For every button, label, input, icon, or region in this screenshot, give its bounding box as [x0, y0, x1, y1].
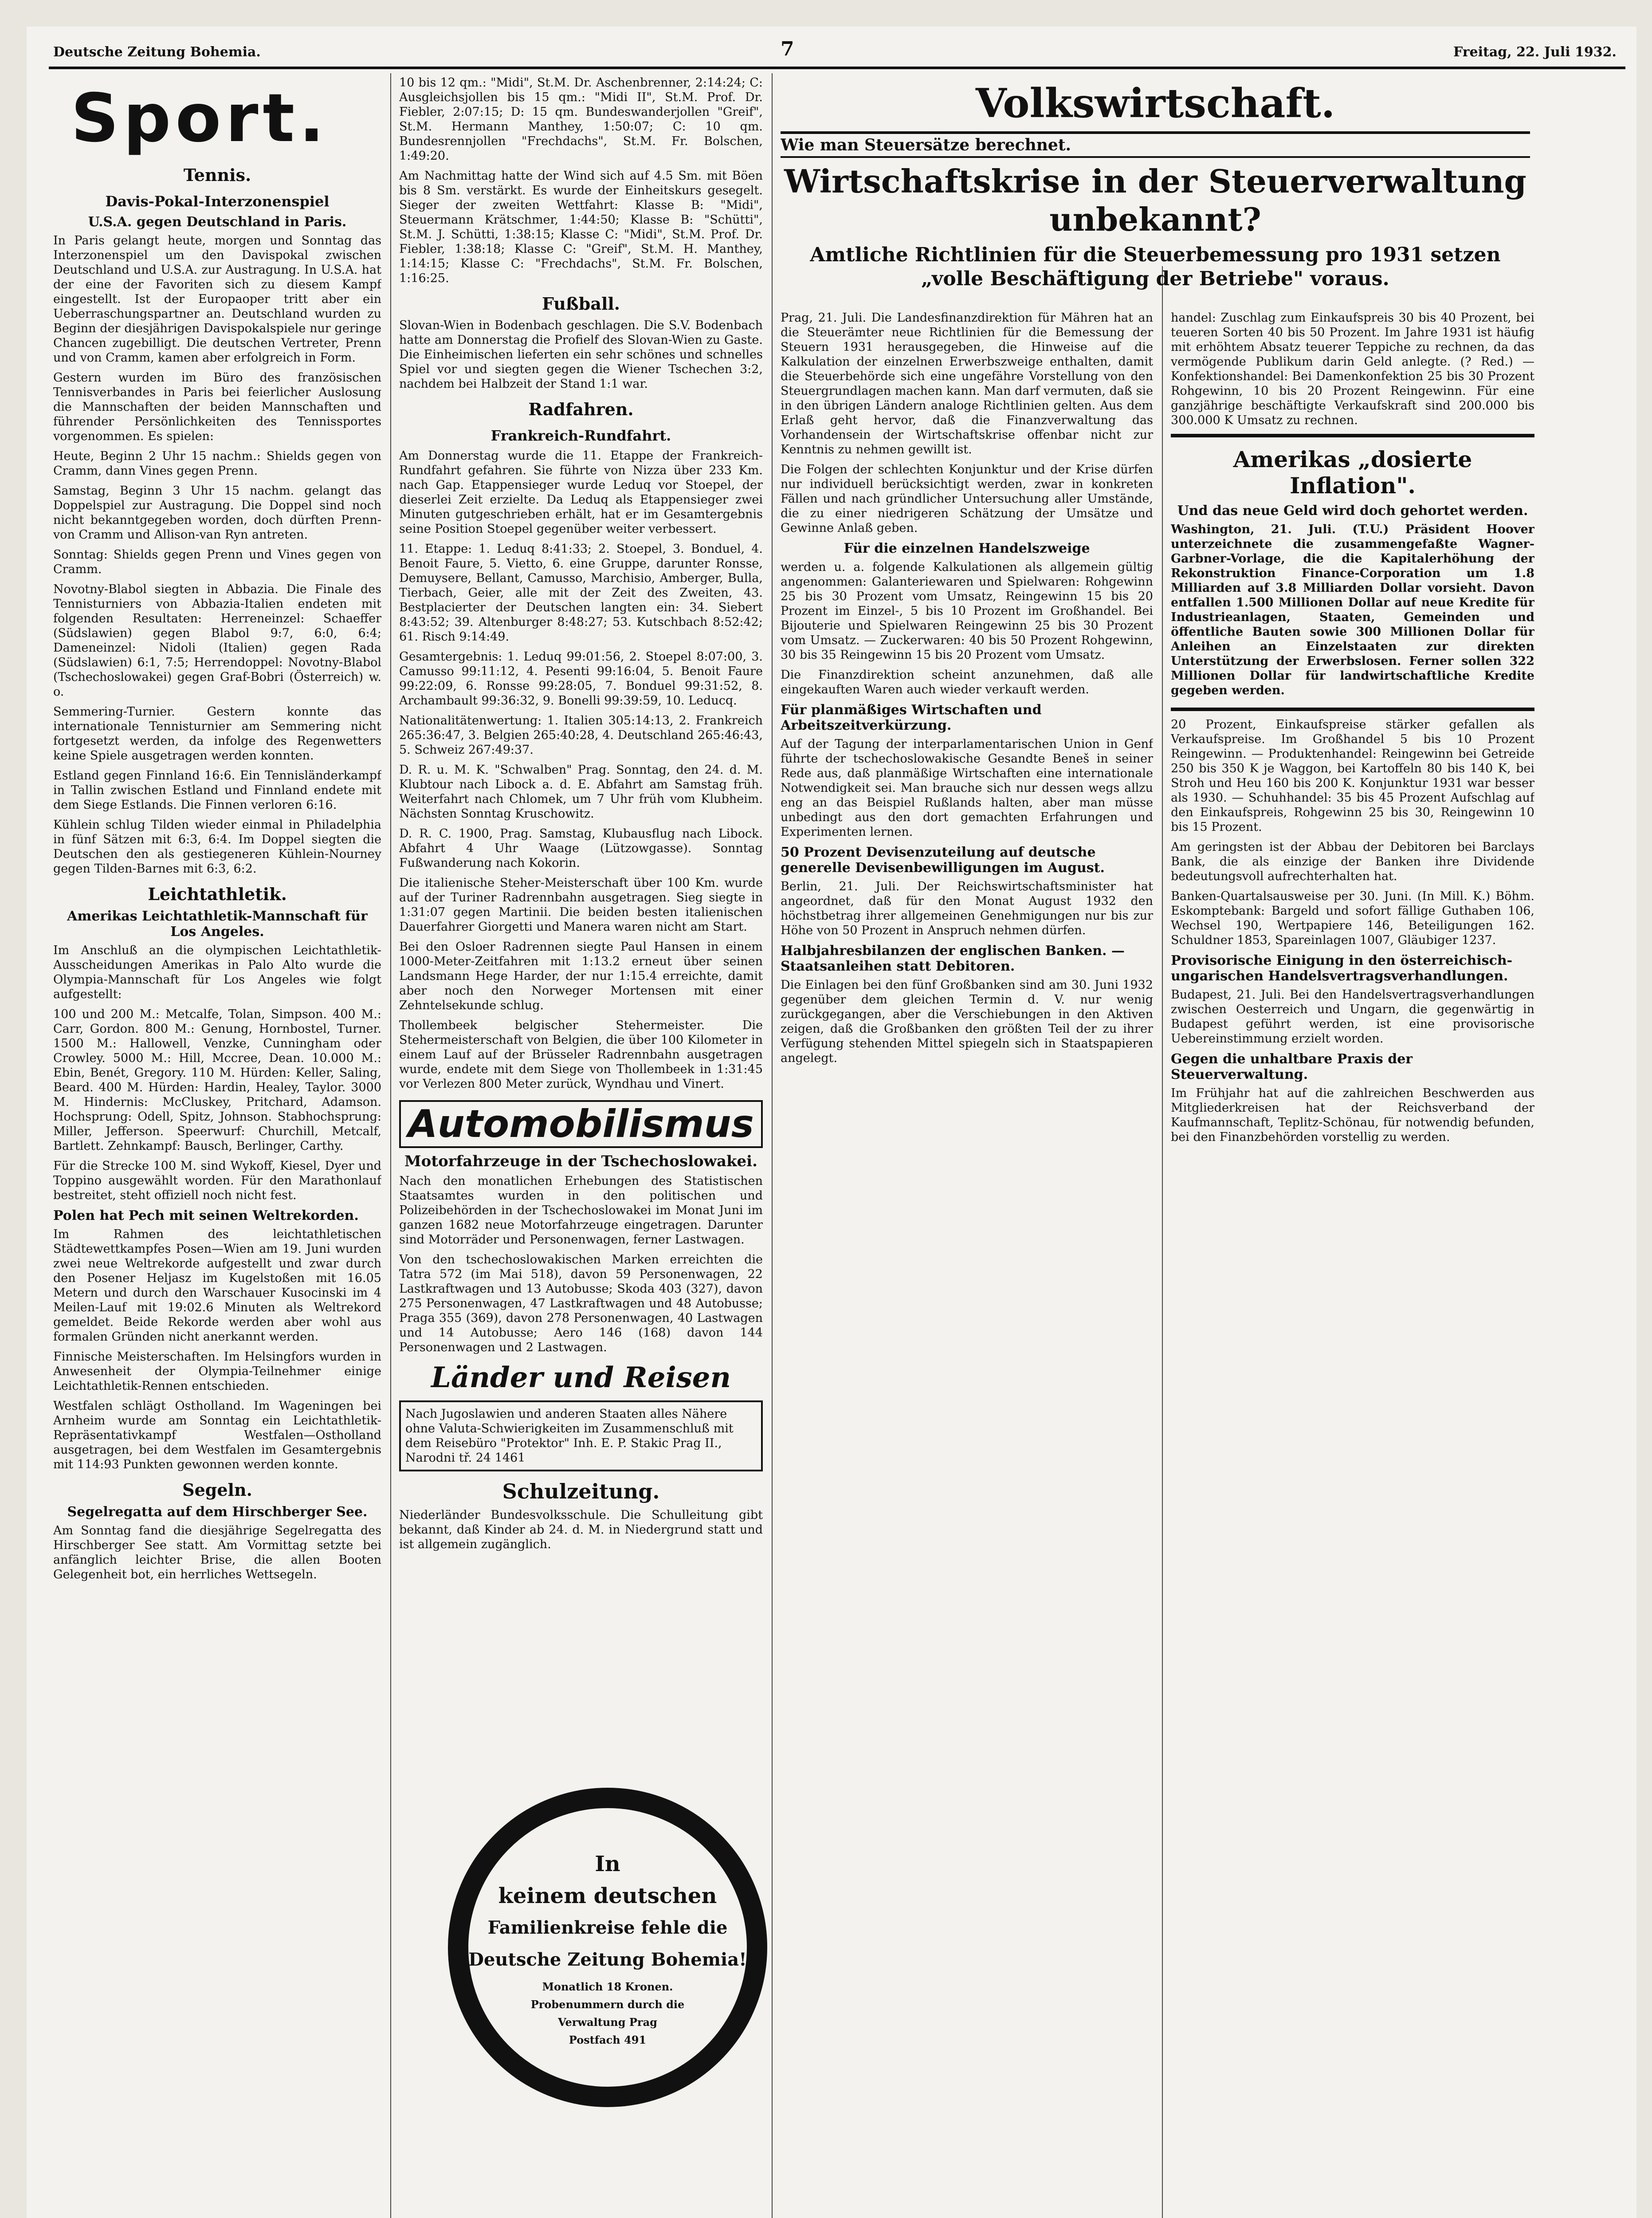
radfahren-subheading: Frankreich-Rundfahrt. [490, 427, 671, 444]
article-paragraph: Heute, Beginn 2 Uhr 15 nachm.: Shields gegen von Cramm, dann Vines gegen Prenn. [53, 449, 381, 478]
article-paragraph: Am Nachmittag hatte der Wind sich auf 4.5 Sm. mit Böen bis 8 Sm. verstärkt. Es wurde der Einheitskurs gesegelt. Sieger der zweiten Wettfahrt: Klasse B: "Midi", Steuermann Krätschmer, 1:44:50; Klasse B: "Schütti", St.M. J. Schütti, 1:38:15; Klasse C: "Midi", St.M. Prof. Dr. Fiebler, 1:38:18; Klasse C: "Greif", St.M. H. Manthey, 1:14:15; Klasse C: "Frechdachs", St.M. Fr. Bolschen, 1:16:25. [399, 169, 763, 285]
column-divider [390, 73, 391, 2218]
economy-column-2 [1171, 311, 1534, 2218]
article-paragraph: D. R. C. 1900, Prag. Samstag, Klubausflug nach Libock. Abfahrt 4 Uhr Waage (Lützowgasse). Sonntag Fußwanderung nach Kokorin. [399, 827, 763, 870]
article-paragraph: Novotny-Blabol siegten in Abbazia. Die Finale des Tennisturniers von Abbazia-Italien endeten mit folgenden Resultaten: Herreneinzel: Schaeffer (Südslawien) gegen Blabol 9:7, 6:0, 6:4; Dameneinzel: Nidoli (Italien) gegen Rada (Südslawien) 6:1, 7:5; Herrendoppel: Novotny-Blabol (Tschechoslowakei) gegen Graf-Bobri (Österreich) w. o. [53, 582, 381, 699]
subscription-advertisement [448, 1788, 767, 2107]
segeln-heading: Segeln. [182, 1480, 252, 1500]
section-heading: Provisorische Einigung in den österreichisch-ungarischen Handelsvertragsverhandlungen. [1171, 953, 1513, 984]
article-paragraph: Prag, 21. Juli. Die Landesfinanzdirektion für Mähren hat an die Steuerämter neue Richtlinien für die Bemessung der Steuern 1931 herausgegeben, die Hinweise auf die Kalkulation der einzelnen Erwerbszweige enthalten, damit die Steuerbehörde sich eine ungefähre Vorstellung von den Steuergrundlagen machen kann. Man darf vermuten, daß sie in den übrigen Ländern analoge Richtlinien gelten. Aus dem Erlaß geht hervor, daß die Finanzverwaltung das Vorhandensein der Wirtschaftskrise offenbar nicht zur Kenntnis zu nehmen gewillt ist. [781, 311, 1153, 456]
automobilismus-subheading: Motorfahrzeuge in der Tschechoslowakei. [404, 1152, 757, 1170]
article-paragraph: Auf der Tagung der interparlamentarischen Union in Genf führte der tschechoslowakische Gesandte Beneš in seiner Rede aus, daß planmäßige Wirtschaften eine internationale Notwendigkeit sei. Man brauche sich nur dessen wegs allzu eng an das Beispiel Rußlands halten, aber man müsse unbedingt aus den dort gemachten Erfahrungen und Experimenten lernen. [781, 737, 1153, 839]
sport-column [53, 75, 381, 2218]
article-paragraph: 11. Etappe: 1. Leduq 8:41:33; 2. Stoepel, 3. Bonduel, 4. Benoit Faure, 5. Vietto, 6. eine Gruppe, darunter Ronsse, Demuysere, Bellant, Camusso, Marchisio, Amberger, Bulla, Tierbach, Geier, alle mit der Zeit des Zweiten, 43. Bestplacierter der Deutschen langten ein: 34. Siebert 8:43:52; 39. Altenburger 8:48:27; 53. Kutschbach 8:52:42; 61. Risch 9:14:49. [399, 542, 763, 644]
masthead-date: Freitag, 22. Juli 1932. [1453, 44, 1617, 60]
article-paragraph: Die Finanzdirektion scheint anzunehmen, daß alle eingekauften Waren auch wieder verkauft werden. [781, 668, 1153, 696]
seal-line: keinem deutschen [498, 1884, 717, 1908]
travel-advertisement: Nach Jugoslawien und anderen Staaten alles Nähere ohne Valuta-Schwierigkeiten im Zusammenschluß mit dem Reisebüro "Protektor" Inh. E. P. Stakic Prag II., Narodni tř. 24 1461 [399, 1400, 763, 1471]
section-heading: Halbjahresbilanzen der englischen Banken. — Staatsanleihen statt Debitoren. [781, 943, 1125, 974]
article-paragraph: Samstag, Beginn 3 Uhr 15 nachm. gelangt das Doppelspiel zur Austragung. Die Doppel sind noch nicht bekanntgegeben worden, doch dürften Prenn-von Cramm und Allison-van Ryn antreten. [53, 484, 381, 542]
radfahren-heading: Radfahren. [528, 399, 634, 419]
fussball-heading: Fußball. [542, 294, 620, 314]
page-number: 7 [781, 38, 794, 60]
article-paragraph: Nach den monatlichen Erhebungen des Statistischen Staatsamtes wurden in den politischen und Polizeibehörden in der Tschechoslowakei im Monat Juni im ganzen 1682 neue Motorfahrzeuge eingetragen. Darunter sind Motorräder und Personenwagen, ferner Lastwagen. [399, 1174, 763, 1247]
section-heading: Für die einzelnen Handelszweige [844, 541, 1090, 556]
seal-line: Familienkreise fehle die [487, 1917, 728, 1938]
article-paragraph: 100 und 200 M.: Metcalfe, Tolan, Simpson. 400 M.: Carr, Gordon. 800 M.: Genung, Hornbostel, Turner. 1500 M.: Hallowell, Venzke, Cunningham oder Crowley. 5000 M.: Hill, Mccree, Dean. 10.000 M.: Ebin, Benét, Gregory. 110 M. Hürden: Keller, Saling, Beard. 400 M. Hürden: Hardin, Healey, Taylor. 3000 M. Hindernis: McCluskey, Pritchard, Adamson. Hochsprung: Odell, Spitz, Johnson. Stabhochsprung: Miller, Jefferson. Speerwurf: Churchill, Metcalf, Bartlett. Zehnkampf: Bausch, Berlinger, Carthy. [53, 1007, 381, 1153]
article-paragraph: handel: Zuschlag zum Einkaufspreis 30 bis 40 Prozent, bei teueren Sorten 40 bis 50 Prozent. Im Jahre 1931 ist häufig mit erhöhtem Absatz teuerer Teppiche zu rechnen, da das vermögende Publikum darin Geld anlegte. (? Red.) — Konfektionshandel: Bei Damenkonfektion 25 bis 30 Prozent Rohgewinn, 10 bis 20 Prozent Reingewinn. Für eine ganzjährige beschäftigte Verkaufskraft sind 200.000 bis 300.000 K Umsatz zu rechnen. [1171, 311, 1534, 427]
segeln-subheading: Segelregatta auf dem Hirschberger See. [67, 1504, 368, 1520]
schulzeitung-heading: Schulzeitung. [502, 1479, 660, 1503]
article-paragraph: Gesamtergebnis: 1. Leduq 99:01:56, 2. Stoepel 8:07:00, 3. Camusso 99:11:12, 4. Pesenti 99:16:04, 5. Benoit Faure 99:22:09, 6. Ronsse 99:28:05, 7. Bonduel 99:31:52, 8. Archambault 99:36:32, 9. Bonelli 99:39:59, 10. Leducq. [399, 650, 763, 708]
sport-column-2 [399, 75, 763, 1774]
section-heading: Gegen die unhaltbare Praxis der Steuerverwaltung. [1171, 1051, 1413, 1082]
davis-heading: Davis-Pokal-Interzonenspiel [105, 193, 330, 210]
seal-line: In [595, 1852, 620, 1876]
section-heading: Für planmäßiges Wirtschaften und Arbeitszeitverkürzung. [781, 702, 1042, 733]
seal-small-line: Monatlich 18 Kronen. [542, 1980, 673, 1993]
article-paragraph: Slovan-Wien in Bodenbach geschlagen. Die S.V. Bodenbach hatte am Donnerstag die Profielf des Slovan-Wien zu Gaste. Die Einheimischen lieferten ein sehr schönes und schnelles Spiel vor und siegten gegen die Wiener Tschechen 3:2, nachdem bei Halbzeit der Stand 1:1 war. [399, 319, 763, 391]
column-divider [772, 73, 773, 2218]
economy-kicker: Wie man Steuersätze berechnet. [781, 131, 1530, 158]
article-paragraph: werden u. a. folgende Kalkulationen als allgemein gültig angenommen: Galanteriewaren und Spielwaren: Rohgewinn 25 bis 30 Prozent vom Umsatz, Reingewinn 15 bis 20 Prozent im Einzel-, 5 bis 10 Prozent im Großhandel. Bei Bijouterie und Spielwaren Reingewinn 25 bis 30 Prozent vom Umsatz. — Zuckerwaren: 40 bis 50 Prozent Rohgewinn, 30 bis 35 Reingewinn 15 bis 20 Prozent vom Umsatz. [781, 560, 1153, 662]
article-paragraph: Im Frühjahr hat auf die zahlreichen Beschwerden aus Mitgliederkreisen hat der Reichsverband der Kaufmannschaft, Teplitz-Schönau, für notwendig befunden, bei den Finanzbehörden vorstellig zu werden. [1171, 1086, 1534, 1144]
inflation-title: Amerikas „dosierte Inflation". [1233, 446, 1472, 499]
article-paragraph: Am Sonntag fand die diesjährige Segelregatta des Hirschberger See statt. Am Vormittag setzte bei anfänglich leichter Brise, die allen Booten Gelegenheit bot, ein herrliches Wettsegeln. [53, 1524, 381, 1581]
seal-small-line: Probenummern durch die [530, 1998, 685, 2011]
article-paragraph: Berlin, 21. Juli. Der Reichswirtschaftsminister hat angeordnet, daß für den Monat August 1932 den höchstbetrag ihrer allgemeinen Genehmigungen nur bis zur Höhe von 50 Prozent in Anspruch nehmen dürfen. [781, 880, 1153, 937]
automobilismus-heading: Automobilismus [399, 1100, 763, 1148]
article-paragraph: Im Rahmen des leichtathletischen Städtewettkampfes Posen—Wien am 19. Juni wurden zwei neue Weltrekorde aufgestellt und zwar durch den Posener Heljasz im Kugelstoßen mit 16.05 Metern und durch den Warschauer Kusocinski im 4 Meilen-Lauf mit 19:02.6 Minuten als Weltrekord gemeldet. Beide Rekorde werden aber wohl aus formalen Gründen nicht anerkannt werden. [53, 1227, 381, 1344]
economy-header [781, 75, 1530, 306]
article-paragraph: Washington, 21. Juli. (T.U.) Präsident Hoover unterzeichnete die zusammengefaßte Wagner-Garbner-Vorlage, die die Kapitalerhöhung der Rekonstruktion Finance-Corporation um 1.8 Milliarden auf 3.8 Milliarden Dollar vorsieht. Davon entfallen 1.500 Millionen Dollar auf neue Kredite für Industrieanlagen, Staaten, Gemeinden und öffentliche Bauten sowie 300 Millionen Dollar für Anleihen an Einzelstaaten zur direkten Unterstützung der Erwerbslosen. Ferner sollen 322 Millionen Dollar für landwirtschaftliche Kredite gegeben werden. [1171, 523, 1534, 697]
article-paragraph: 10 bis 12 qm.: "Midi", St.M. Dr. Aschenbrenner, 2:14:24; C: Ausgleichsjollen bis 15 qm.: "Midi II", St.M. Prof. Dr. Fiebler, 2:07:15; D: 15 qm. Bundeswanderjollen "Greif", St.M. Hermann Manthey, 1:50:07; C: 10 qm. Bundesrennjollen "Frechdachs", St.M. Fr. Bolschen, 1:49:20. [399, 76, 763, 163]
economy-headline: Wirtschaftskrise in der Steuerverwaltung unbekannt? [784, 162, 1526, 238]
seal-small-line: Verwaltung Prag [558, 2016, 657, 2029]
article-paragraph: Nationalitätenwertung: 1. Italien 305:14:13, 2. Frankreich 265:36:47, 3. Belgien 265:40:28, 4. Deutschland 265:46:43, 5. Schweiz 267:49:37. [399, 714, 763, 757]
economy-column [781, 311, 1153, 2218]
article-paragraph: Thollembeek belgischer Stehermeister. Die Stehermeisterschaft von Belgien, die über 100 Kilometer in einem Lauf auf der Brüsseler Radrennbahn ausgetragen wurde, endete mit dem Siege von Thollembeek in 1:31:45 vor Verlezen 800 Meter zurück, Wyndhau und Vinert. [399, 1019, 763, 1091]
article-paragraph: 20 Prozent, Einkaufspreise stärker gefallen als Verkaufspreise. Im Großhandel 5 bis 10 Prozent Reingewinn. — Produktenhandel: Reingewinn bei Getreide 250 bis 350 K je Waggon, bei Kartoffeln 80 bis 140 K, bei Stroh und Heu 160 bis 200 K. Konjunktur 1931 war besser als 1930. — Schuhhandel: 35 bis 45 Prozent Aufschlag auf den Einkaufspreis, Rohgewinn 25 bis 30, Reingewinn 10 bis 15 Prozent. [1171, 718, 1534, 834]
article-paragraph: Am geringsten ist der Abbau der Debitoren bei Barclays Bank, die als einzige der Banken ihre Dividende bedeutungsvoll aufrechterhalten hat. [1171, 840, 1534, 883]
article-paragraph: Im Anschluß an die olympischen Leichtathletik-Ausscheidungen Amerikas in Palo Alto wurde die Olympia-Mannschaft für Los Angeles wie folgt aufgestellt: [53, 944, 381, 1001]
article-paragraph: Semmering-Turnier. Gestern konnte das internationale Tennisturnier am Semmering nicht fortgesetzt werden, da infolge des Regenwetters keine Spiele ausgetragen werden konnten. [53, 705, 381, 763]
article-paragraph: Am Donnerstag wurde die 11. Etappe der Frankreich-Rundfahrt gefahren. Sie führte von Nizza über 233 Km. nach Gap. Etappensieger wurde Leduq vor Stoepel, der dieserlei Zeit erzielte. Da Leduq als Etappensieger zwei Minuten gutgeschrieben erhält, hat er im Gesamtergebnis seine Position Stoepel gegenüber weiter verbessert. [399, 449, 763, 536]
article-paragraph: Die italienische Steher-Meisterschaft über 100 Km. wurde auf der Turiner Radrennbahn ausgetragen. Sieg siegte in 1:31:07 gegen Martinii. Die beiden besten italienischen Dauerfahrer Giorgetti und Manera waren nicht am Start. [399, 876, 763, 934]
header-rule [49, 67, 1625, 69]
article-paragraph: In Paris gelangt heute, morgen und Sonntag das Interzonenspiel um den Davispokal zwischen Deutschland und U.S.A. zur Austragung. In U.S.A. hat der eine der Favoriten sich zu diesem Kampf eingestellt. Ist der Europaoper tritt aber ein Ueberraschungspartner an. Deutschland wurden zu Beginn der diesjährigen Davispokalspiele nur geringe Chancen zugebilligt. Die deutschen Vertreter, Prenn und von Cramm, kamen aber erfolgreich in Form. [53, 234, 381, 365]
leichtathletik-heading: Leichtathletik. [148, 884, 287, 904]
sport-title: Sport. [71, 80, 329, 157]
article-paragraph: Budapest, 21. Juli. Bei den Handelsvertragsverhandlungen zwischen Oesterreich und Ungarn, die gegenwärtig in Budapest geführt werden, ist eine provisorische Uebereinstimmung erzielt worden. [1171, 988, 1534, 1046]
article-paragraph: Westfalen schlägt Ostholland. Im Wageningen bei Arnheim wurde am Sonntag ein Leichtathletik-Repräsentativkampf Westfalen—Ostholland ausgetragen, bei dem Westfalen im Gesamtergebnis mit 114:93 Punkten gewonnen werden konnte. [53, 1399, 381, 1471]
article-paragraph: D. R. u. M. K. "Schwalben" Prag. Sonntag, den 24. d. M. Klubtour nach Libock a. d. E. Abfahrt am Samstag früh. Weiterfahrt nach Chlomek, um 7 Uhr früh vom Klubheim. Nächsten Sonntag Kruschowitz. [399, 763, 763, 821]
masthead-left: Deutsche Zeitung Bohemia. [53, 44, 261, 60]
seal-small-line: Postfach 491 [569, 2033, 647, 2046]
laender-heading: Länder und Reisen [431, 1361, 731, 1394]
article-paragraph: Gestern wurden im Büro des französischen Tennisverbandes in Paris bei feierlicher Auslosung die Mannschaften der beiden Mannschaften und führender Persönlichkeiten des Tennissportes vorgenommen. Es spielen: [53, 371, 381, 443]
article-paragraph: Niederländer Bundesvolksschule. Die Schulleitung gibt bekannt, daß Kinder ab 24. d. M. in Niedergrund statt und ist allgemein zugänglich. [399, 1508, 763, 1551]
article-paragraph: Die Einlagen bei den fünf Großbanken sind am 30. Juni 1932 gegenüber dem gleichen Termin d. V. nur wenig zurückgegangen, aber die Verschiebungen in den Aktiven zeigen, daß die Großbanken den größten Teil der zu ihrer Verfügung stehenden Mittel spiegeln sich in Staatspapieren angelegt. [781, 978, 1153, 1065]
article-paragraph: Die Folgen der schlechten Konjunktur und der Krise dürfen nur individuell berücksichtigt werden, zwar in konkreten Fällen und nach gründlicher Untersuchung aller Umstände, die zu einer niedrigeren Schätzung der Umsätze und Gewinne Anlaß geben. [781, 463, 1153, 535]
article-paragraph: Von den tschechoslowakischen Marken erreichten die Tatra 572 (im Mai 518), davon 59 Personenwagen, 22 Lastkraftwagen und 13 Autobusse; Skoda 403 (327), davon 275 Personenwagen, 47 Lastkraftwagen und 48 Autobusse; Praga 355 (369), davon 278 Personenwagen, 40 Lastwagen und 14 Autobusse; Aero 146 (168) davon 144 Personenwagen und 2 Lastwagen. [399, 1253, 763, 1354]
polen-heading: Polen hat Pech mit seinen Weltrekorden. [53, 1208, 359, 1223]
article-paragraph: Bei den Osloer Radrennen siegte Paul Hansen in einem 1000-Meter-Zeitfahren mit 1:13.2 erneut über seinen Landsmann Hege Harder, der nur 1:15.4 erreichte, damit aber noch den Norweger Mortensen mit einer Zehntelsekunde schlug. [399, 940, 763, 1012]
column-divider [1162, 266, 1163, 2218]
article-paragraph: Estland gegen Finnland 16:6. Ein Tennisländerkampf in Tallin zwischen Estland und Finnland endete mit dem Siege Estlands. Die Finnen verloren 6:16. [53, 769, 381, 812]
inflation-box [1171, 434, 1534, 711]
article-paragraph: Sonntag: Shields gegen Prenn und Vines gegen von Cramm. [53, 548, 381, 576]
article-paragraph: Finnische Meisterschaften. Im Helsingfors wurden in Anwesenheit der Olympia-Teilnehmer einige Leichtathletik-Rennen entschieden. [53, 1350, 381, 1393]
inflation-subtitle: Und das neue Geld wird doch gehortet werden. [1177, 503, 1528, 519]
seal-line: Deutsche Zeitung Bohemia! [468, 1949, 747, 1970]
davis-subheading: U.S.A. gegen Deutschland in Paris. [88, 214, 347, 230]
leichtathletik-subheading: Amerikas Leichtathletik-Mannschaft für Los Angeles. [67, 908, 368, 940]
economy-subheadline: Amtliche Richtlinien für die Steuerbemessung pro 1931 setzen „volle Beschäftigung der Betriebe" voraus. [810, 244, 1501, 290]
volkswirtschaft-title: Volkswirtschaft. [975, 80, 1335, 127]
article-paragraph: Banken-Quartalsausweise per 30. Juni. (In Mill. K.) Böhm. Eskomptebank: Bargeld und sofort fällige Guthaben 106, Wechsel 190, Wertpapiere 146, Beteiligungen 162. Schuldner 1853, Spareinlagen 1007, Gläubiger 1237. [1171, 889, 1534, 947]
section-heading: 50 Prozent Devisenzuteilung auf deutsche generelle Devisenbewilligungen im August. [781, 845, 1105, 876]
article-paragraph: Für die Strecke 100 M. sind Wykoff, Kiesel, Dyer und Toppino ausgewählt worden. Für den Marathonlauf bestreitet, steht offiziell noch nicht fest. [53, 1159, 381, 1202]
article-paragraph: Kühlein schlug Tilden wieder einmal in Philadelphia in fünf Sätzen mit 6:3, 6:4. Im Doppel siegten die Deutschen den als gestiegeneren Kühlein-Nourney gegen Tilden-Barnes mit 6:3, 6:2. [53, 818, 381, 876]
tennis-heading: Tennis. [183, 165, 251, 185]
